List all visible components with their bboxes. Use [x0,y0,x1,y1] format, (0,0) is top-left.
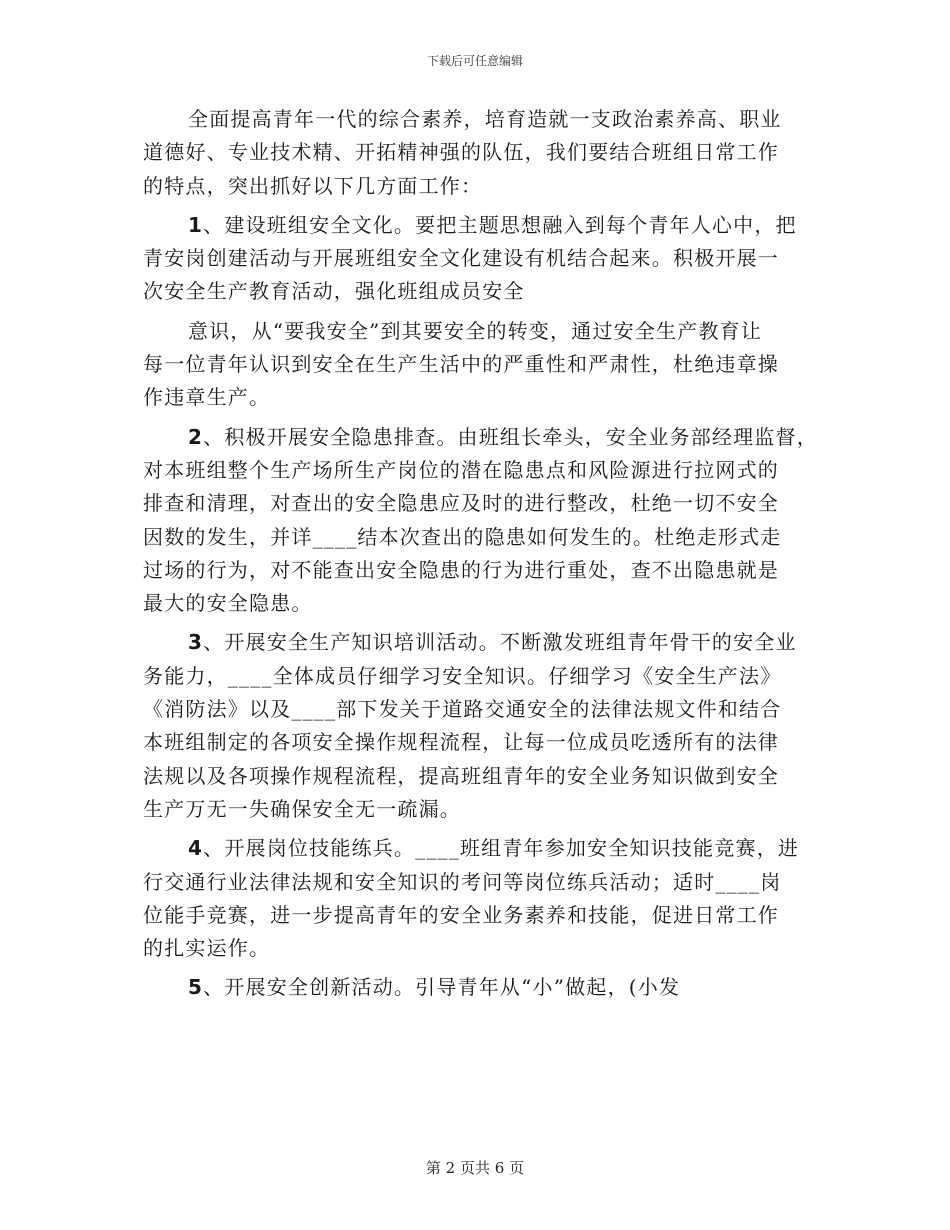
text-line: 本班组制定的各项安全操作规程流程，让每一位成员吃透所有的法律 [143,730,779,755]
line-text: 、开展安全创新活动。引导青年从“小”做起，(小发 [203,975,681,1000]
text-line: 全面提高青年一代的综合素养，培育造就一支政治素养高、职业 [188,107,782,131]
text-line: 位能手竞赛，进一步提高青年的安全业务素养和技能，促进日常工作 [143,902,779,927]
item-number: 3 [188,630,204,655]
paragraph-item-2 [143,421,823,621]
paragraph-awareness [143,315,823,415]
text-line: 务能力，____全体成员仔细学习安全知识。仔细学习《安全生产法》 [143,663,782,688]
text-line: 最大的安全隐患。 [143,591,313,616]
paragraph-item-3 [143,626,823,826]
line-text: 、开展岗位技能练兵。____班组青年参加安全知识技能竞赛，进 [203,836,800,861]
text-line: 青安岗创建活动与开展班组安全文化建设有机结合起来。积极开展一 [143,246,779,271]
item-number: 4 [188,836,204,861]
paragraph-item-5 [143,971,823,1004]
page-header: 下载后可任意编辑 [426,54,523,68]
text-line: 因数的发生，并详____结本次查出的隐患如何发生的。杜绝走形式走 [143,524,782,549]
text-line [143,421,823,454]
paragraph-intro [143,103,823,203]
text-line [143,626,823,659]
item-number: 2 [188,424,204,449]
paragraph-item-1 [143,209,823,309]
text-line: 道德好、专业技术精、开拓精神强的队伍，我们要结合班组日常工作 [143,140,779,165]
paragraph-item-4 [143,832,823,965]
text-line: 行交通行业法律法规和安全知识的考问等岗位练兵活动；适时____岗 [143,869,782,894]
text-line: 的特点，突出抓好以下几方面工作： [143,173,483,198]
text-line: 《消防法》以及____部下发关于道路交通安全的法律法规文件和结合 [143,697,782,722]
line-text: 、开展安全生产知识培训活动。不断激发班组青年骨干的安全业 [203,630,797,655]
line-text: 、积极开展安全隐患排查。由班组长牵头，安全业务部经理监督， [203,424,818,449]
item-number: 1 [188,212,204,237]
text-line [143,209,823,242]
page-footer: 第 2 页共 6 页 [425,1159,525,1177]
item-number: 5 [188,975,204,1000]
text-line: 过场的行为，对不能查出安全隐患的行为进行重处，查不出隐患就是 [143,557,779,582]
document-body [143,103,823,1005]
text-line [143,832,823,865]
text-line [143,971,823,1004]
text-line: 法规以及各项操作规程流程，提高班组青年的安全业务知识做到安全 [143,763,779,788]
text-line: 作违章生产。 [143,385,271,410]
text-line: 次安全生产教育活动，强化班组成员安全 [143,279,525,304]
line-text: 、建设班组安全文化。要把主题思想融入到每个青年人心中，把 [203,212,797,237]
text-line: 排查和清理，对查出的安全隐患应及时的进行整改，杜绝一切不安全 [143,491,779,516]
text-line: 每一位青年认识到安全在生产生活中的严重性和严肃性，杜绝违章操 [143,352,779,377]
text-line: 意识，从“要我安全”到其要安全的转变，通过安全生产教育让 [188,318,763,343]
text-line: 生产万无一失确保安全无一疏漏。 [143,796,461,821]
text-line: 的扎实运作。 [143,936,271,961]
text-line: 对本班组整个生产场所生产岗位的潜在隐患点和风险源进行拉网式的 [143,457,779,482]
